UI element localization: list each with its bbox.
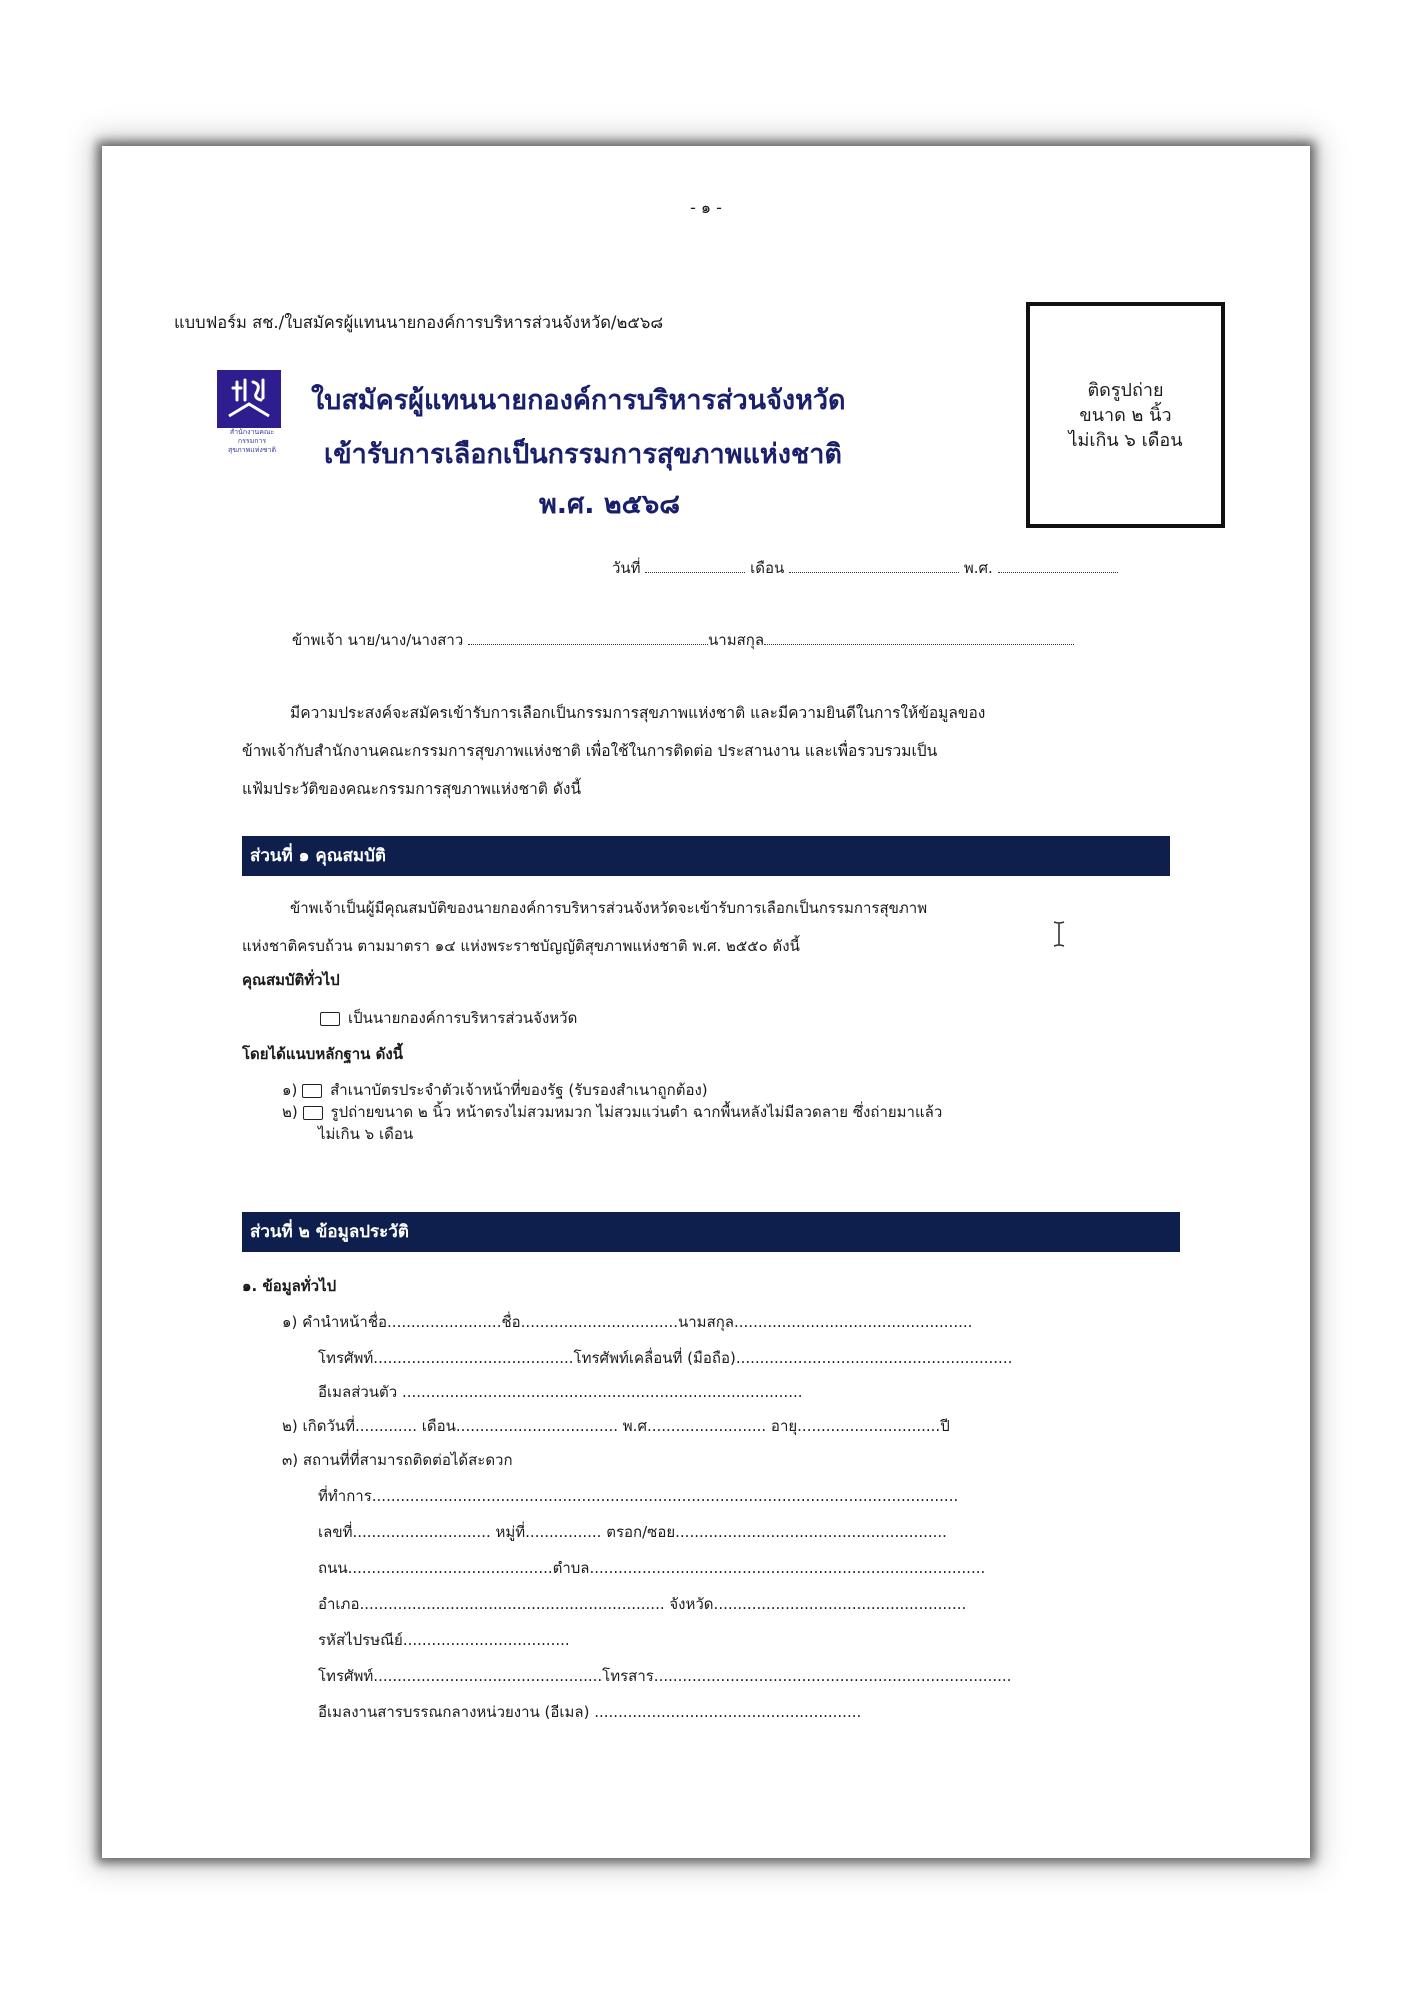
text-cursor-icon (1052, 921, 1066, 947)
general-qualification-label: เป็นนายกองค์การบริหารส่วนจังหวัด (348, 1009, 578, 1027)
field-row-office[interactable]: ที่ทำการ........................................................................................................................... (318, 1487, 959, 1505)
intro-paragraph (242, 694, 1172, 808)
surname-field[interactable] (764, 631, 1074, 645)
intro-line-3: แฟ้มประวัติของคณะกรรมการสุขภาพแห่งชาติ ดังนี้ (242, 780, 582, 798)
section-1-text-line-1: ข้าพเจ้าเป็นผู้มีคุณสมบัติของนายกองค์การบริหารส่วนจังหวัดจะเข้ารับการเลือกเป็นกรรมการสุขภาพ (290, 899, 928, 917)
evidence-item-1 (282, 1078, 708, 1102)
field-row-postcode[interactable]: รหัสไปรษณีย์................................... (318, 1631, 570, 1649)
evidence-item-2 (282, 1100, 942, 1124)
form-code: แบบฟอร์ม สช./ใบสมัครผู้แทนนายกองค์การบริหารส่วนจังหวัด/๒๕๖๘ (174, 313, 664, 332)
evidence-item-2-continued: ไม่เกิน ๖ เดือน (318, 1125, 414, 1143)
page-number: - ๑ - (690, 198, 722, 217)
general-qualification-item (320, 1006, 577, 1030)
evidence-item-1-label: สำเนาบัตรประจำตัวเจ้าหน้าที่ของรัฐ (รับรองสำเนาถูกต้อง) (330, 1081, 708, 1099)
date-day-label: วันที่ (612, 559, 641, 577)
field-row-email[interactable]: อีเมลส่วนตัว .................................................................................... (318, 1383, 803, 1401)
field-row-district[interactable]: อำเภอ................................................................ จังหวัด..................................................... (318, 1595, 967, 1613)
evidence-item-1-number: ๑) (282, 1081, 298, 1099)
intro-line-1: มีความประสงค์จะสมัครเข้ารับการเลือกเป็นกรรมการสุขภาพแห่งชาติ และมีความยินดีในการให้ข้อมูลของ (290, 704, 986, 722)
field-row-office-email[interactable]: อีเมลงานสารบรรณกลางหน่วยงาน (อีเมล) ........................................................ (318, 1703, 862, 1721)
field-row-name[interactable]: ๑) คำนำหน้าชื่อ........................ชื่อ.................................นามสกุล.................................................. (282, 1313, 973, 1331)
field-row-phone[interactable]: โทรศัพท์..........................................โทรศัพท์เคลื่อนที่ (มือถือ).......................................................... (318, 1349, 1013, 1367)
date-line (612, 556, 1118, 580)
intro-line-2: ข้าพเจ้ากับสำนักงานคณะกรรมการสุขภาพแห่งชาติ เพื่อใช้ในการติดต่อ ประสานงาน และเพื่อรวบรวมเป็น (242, 742, 938, 760)
checkbox-icon[interactable] (320, 1012, 340, 1026)
evidence-item-2-label: รูปถ่ายขนาด ๒ นิ้ว หน้าตรงไม่สวมหมวก ไม่สวมแว่นตำ ฉากพื้นหลังไม่มีลวดลาย ซึ่งถ่ายมาแล้ว (330, 1103, 943, 1121)
general-info-heading: ๑. ข้อมูลทั่วไป (242, 1277, 337, 1295)
date-day-field[interactable] (645, 559, 745, 573)
title-line-3: พ.ศ. ๒๕๖๘ (539, 489, 681, 520)
field-row-birth[interactable]: ๒) เกิดวันที่............. เดือน.................................. พ.ศ......................... อายุ..............................ปี (282, 1417, 950, 1435)
checkbox-icon[interactable] (302, 1084, 322, 1098)
photo-box (1026, 302, 1225, 528)
contact-place-heading: ๓) สถานที่ที่สามารถติดต่อได้สะดวก (282, 1451, 513, 1469)
section-1-text-line-2: แห่งชาติครบถ้วน ตามมาตรา ๑๔ แห่งพระราชบัญญัติสุขภาพแห่งชาติ พ.ศ. ๒๕๕๐ ดังนี้ (242, 937, 800, 955)
date-month-field[interactable] (789, 559, 959, 573)
section-1-header: ส่วนที่ ๑ คุณสมบัติ (242, 836, 1170, 876)
document-page (102, 146, 1310, 1858)
evidence-item-2-number: ๒) (282, 1103, 298, 1121)
logo-caption: สำนักงานคณะกรรมการ สุขภาพแห่งชาติ (228, 428, 276, 454)
title-line-2: เข้ารับการเลือกเป็นกรรมการสุขภาพแห่งชาติ (324, 439, 842, 470)
field-row-road[interactable]: ถนน...........................................ตำบล................................................................................... (318, 1559, 986, 1577)
checkbox-icon[interactable] (303, 1106, 323, 1120)
general-qualifications-heading: คุณสมบัติทั่วไป (242, 971, 340, 989)
date-year-field[interactable] (998, 559, 1118, 573)
full-name-field[interactable] (468, 631, 708, 645)
date-year-label: พ.ศ. (963, 559, 993, 577)
photo-box-label: ติดรูปถ่าย ขนาด ๒ นิ้ว ไม่เกิน ๖ เดือน (1068, 379, 1183, 451)
evidence-heading: โดยได้แนบหลักฐาน ดังนี้ (242, 1045, 403, 1063)
field-row-address-number[interactable]: เลขที่............................. หมู่ที่................ ตรอก/ซอย......................................................... (318, 1523, 947, 1541)
date-month-label: เดือน (750, 559, 785, 577)
name-line (292, 628, 1074, 652)
section-2-header: ส่วนที่ ๒ ข้อมูลประวัติ (242, 1212, 1180, 1252)
logo (217, 370, 289, 455)
logo-icon (217, 370, 281, 428)
title-line-1: ใบสมัครผู้แทนนายกองค์การบริหารส่วนจังหวัด (311, 385, 846, 416)
surname-label: นามสกุล (708, 631, 765, 649)
field-row-office-phone[interactable]: โทรศัพท์................................................โทรสาร........................................................................... (318, 1667, 1012, 1685)
name-prefix-label: ข้าพเจ้า นาย/นาง/นางสาว (292, 631, 464, 649)
